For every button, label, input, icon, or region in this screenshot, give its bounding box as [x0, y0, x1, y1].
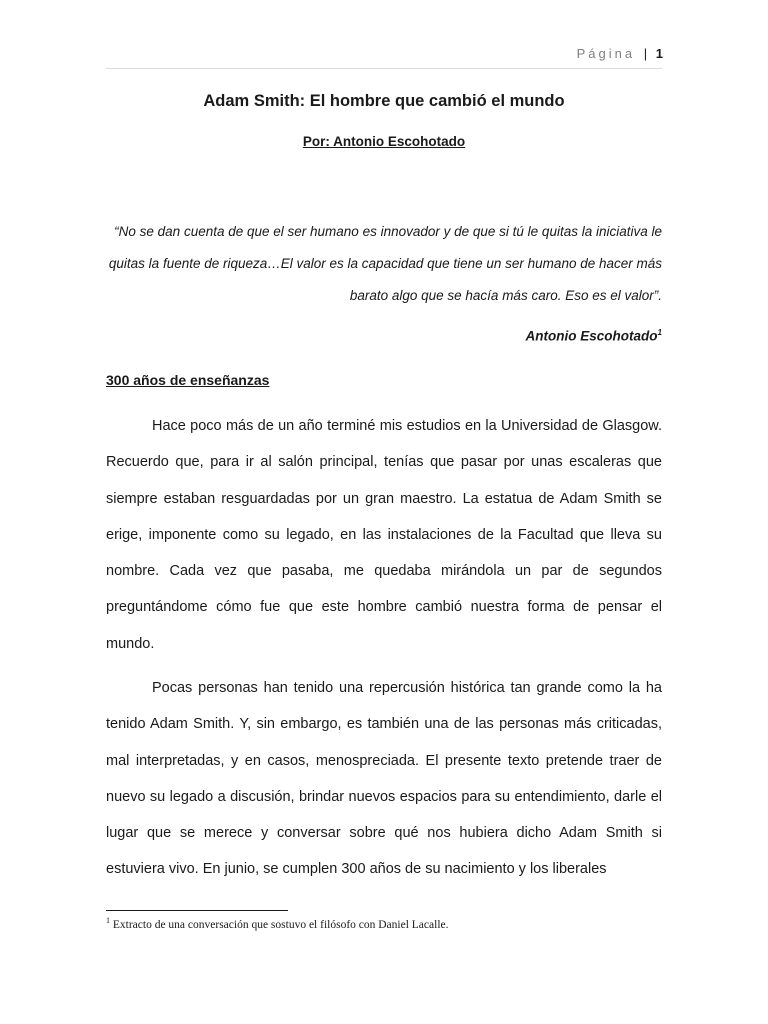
footnote-reference[interactable]: 1: [657, 328, 662, 337]
quote-author-name: Antonio Escohotado: [525, 328, 658, 344]
footnote: [106, 916, 449, 931]
page-header: [577, 46, 663, 61]
page-number: 1: [655, 46, 663, 61]
page-label: Página: [576, 46, 636, 61]
header-divider: [106, 68, 662, 69]
header-separator: |: [643, 46, 648, 61]
footnote-number: 1: [106, 916, 110, 925]
section-heading: 300 años de enseñanzas: [106, 372, 270, 388]
document-byline: Por: Antonio Escohotado: [302, 134, 466, 149]
body-paragraph: Hace poco más de un año terminé mis estudios en la Universidad de Glasgow. Recuerdo que, para ir al salón principal, tenías que pasar por unas escaleras que siempre estaban resguardadas por un gran maestro. La estatua de Adam Smith se erige, imponente como su legado, en las instalaciones de la Facultad que lleva su nombre. Cada vez que pasaba, me quedaba mirándola un par de segundos preguntándome cómo fue que este hombre cambió nuestra forma de pensar el mundo.: [106, 418, 662, 652]
body-paragraph: Pocas personas han tenido una repercusión histórica tan grande como la ha tenido Adam Smith. Y, sin embargo, es también una de las personas más criticadas, mal interpretadas, y en casos, menospreciada. El presente texto pretende traer de nuevo su legado a discusión, brindar nuevos espacios para su entendimiento, darle el lugar que se merece y conversar sobre qué nos hubiera dicho Adam Smith si estuviera vivo. En junio, se cumplen 300 años de su nacimiento y los liberales: [106, 680, 662, 878]
footnote-divider: [106, 910, 288, 911]
document-title: Adam Smith: El hombre que cambió el mundo: [203, 92, 565, 110]
footnote-text: Extracto de una conversación que sostuvo el filósofo con Daniel Lacalle.: [112, 918, 449, 931]
quote-author: [106, 328, 662, 344]
epigraph-quote: “No se dan cuenta de que el ser humano es innovador y de que si tú le quitas la iniciativa le quitas la fuente de riqueza…El valor es la capacidad que tiene un ser humano de hacer más barato algo que se hacía más caro. Eso es el valor”.: [108, 224, 662, 303]
